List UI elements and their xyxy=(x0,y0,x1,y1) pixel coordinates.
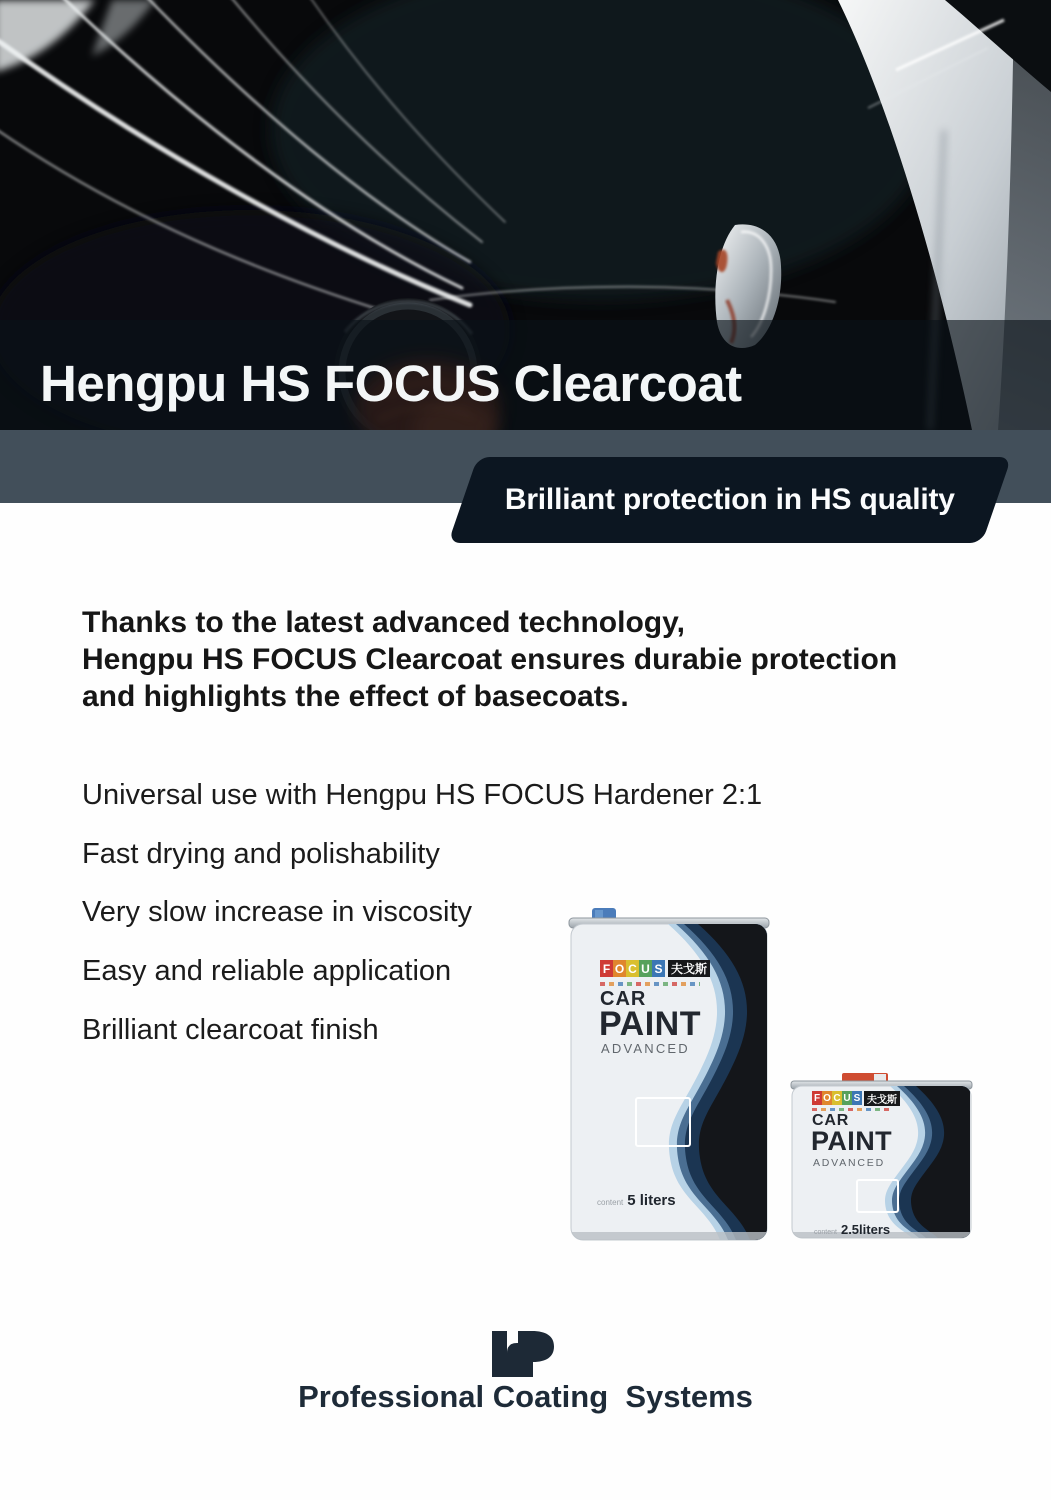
brand-letter-tile: C xyxy=(833,1092,841,1104)
brand-letter-tile: S xyxy=(652,960,665,977)
brand-letter-tile: O xyxy=(823,1092,831,1104)
hp-logo-icon xyxy=(492,1331,556,1377)
footer-tagline: Professional Coating Systems xyxy=(298,1379,753,1414)
brand-subtext-strip xyxy=(812,1108,892,1111)
brand-letter-tile: F xyxy=(600,960,613,977)
brand-letter-tile: U xyxy=(639,960,652,977)
intro-line: Hengpu HS FOCUS Clearcoat ensures durabie protection xyxy=(82,643,898,676)
brand-letter-tile: C xyxy=(626,960,639,977)
volume-value: 5 liters xyxy=(627,1192,676,1209)
intro-line: and highlights the effect of basecoats. xyxy=(82,680,629,713)
intro-line: Thanks to the latest advanced technology, xyxy=(82,606,685,639)
brand-letter-tile: S xyxy=(853,1092,861,1104)
volume-content-label: content xyxy=(597,1198,624,1207)
can-volume-label xyxy=(597,1192,676,1209)
brand-letter-tile: U xyxy=(843,1092,851,1104)
brand-letter-tile: F xyxy=(813,1092,821,1104)
feature-item: Universal use with Hengpu HS FOCUS Hardener 2:1 xyxy=(82,778,763,811)
volume-content-label: content xyxy=(814,1229,837,1236)
can-label-paint: PAINT xyxy=(599,1005,701,1043)
brand-cn-label: 夫戈斯 xyxy=(668,960,710,977)
volume-value: 2.5liters xyxy=(840,1222,891,1237)
can-label-car: CAR xyxy=(600,988,647,1010)
feature-item: Fast drying and polishability xyxy=(82,837,440,870)
tagline-ribbon xyxy=(448,457,1012,543)
tagline-ribbon-text: Brilliant protection in HS quality xyxy=(504,483,955,516)
page-title: Hengpu HS FOCUS Clearcoat xyxy=(40,355,742,412)
feature-item: Easy and reliable application xyxy=(82,955,452,988)
brand-cn-label: 夫戈斯 xyxy=(864,1091,900,1106)
can-volume-label xyxy=(814,1222,890,1237)
brand-subtext-strip xyxy=(600,982,700,986)
intro-paragraph xyxy=(82,604,982,715)
can-label-advanced: ADVANCED xyxy=(601,1041,690,1056)
focus-brand-logo xyxy=(600,960,710,977)
can-label-paint: PAINT xyxy=(811,1126,892,1156)
focus-brand-logo xyxy=(812,1091,900,1106)
brand-letter-tile: O xyxy=(614,961,625,976)
feature-item: Brilliant clearcoat finish xyxy=(82,1014,379,1047)
can-label-car: CAR xyxy=(812,1112,850,1129)
feature-item: Very slow increase in viscosity xyxy=(82,896,473,929)
can-label-advanced: ADVANCED xyxy=(813,1157,885,1169)
